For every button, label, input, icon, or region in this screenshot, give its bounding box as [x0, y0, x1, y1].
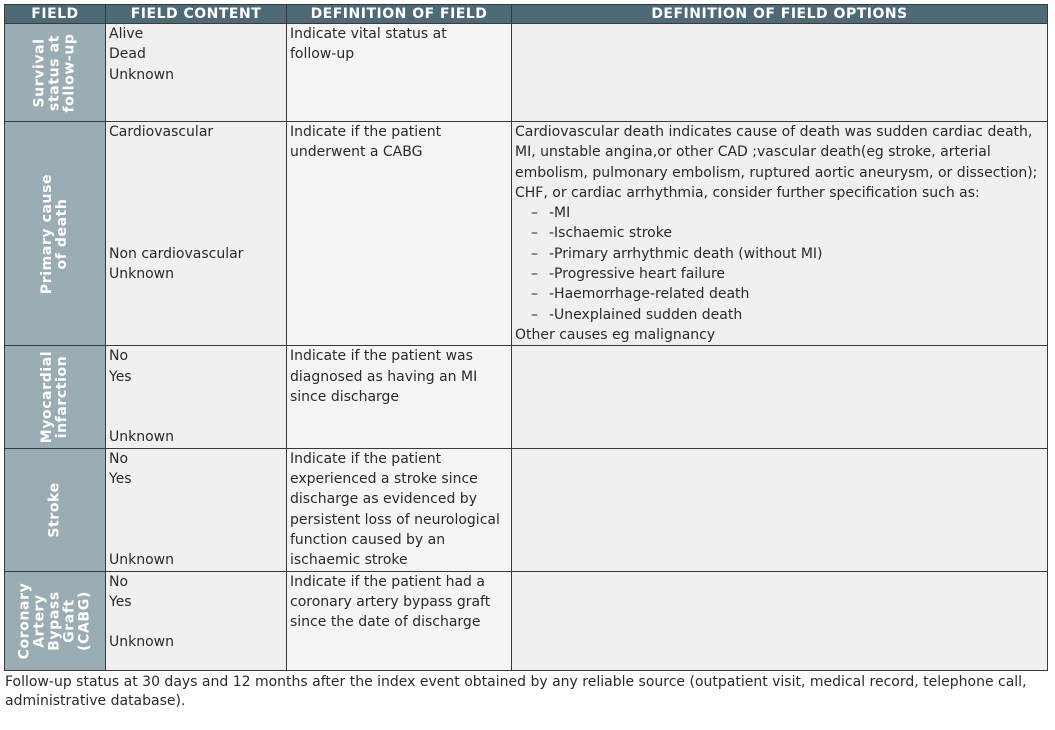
options-cell — [512, 448, 1048, 571]
field-label-line: Stroke — [46, 481, 63, 538]
table-row — [5, 24, 1048, 122]
field-label-line: Survival — [31, 37, 48, 108]
field-label-line: of death — [54, 198, 70, 270]
content-option: Unknown — [109, 266, 174, 283]
options-cell — [512, 346, 1048, 448]
field-label-line: Artery — [31, 593, 48, 648]
content-option: Unknown — [109, 66, 174, 83]
field-label-line: follow-up — [61, 32, 78, 113]
options-tail: Other causes eg malignancy — [515, 326, 716, 343]
content-option: No — [109, 348, 129, 365]
field-label-line: infarction — [54, 355, 70, 439]
field-label-cell — [5, 346, 106, 448]
dash-marker: – — [531, 286, 538, 303]
definition-line: Indicate vital status at — [290, 26, 447, 42]
definition-cell — [287, 571, 512, 670]
field-label-line: Graft — [61, 598, 78, 643]
definition-line: Indicate if the patient — [290, 450, 442, 467]
options-list-text: -Haemorrhage-related death — [549, 286, 750, 303]
definition-line: persistent loss of neurological — [290, 511, 500, 528]
definition-cell — [287, 24, 512, 122]
definition-line: experienced a stroke since — [290, 471, 478, 488]
definition-line: ischaemic stroke — [290, 552, 408, 569]
options-line: MI, unstable angina,or other CAD ;vascular death(eg stroke, arterial — [515, 144, 991, 161]
field-label-cell — [5, 571, 106, 670]
content-option: Non cardiovascular — [109, 245, 244, 262]
field-label-line: Bypass — [46, 590, 63, 651]
definition-line: underwent a CABG — [290, 144, 423, 161]
table-footnote: Follow-up status at 30 days and 12 months after the index event obtained by any reliable source (outpatient visit, medical record, telephone call, administrative database). — [5, 673, 1027, 709]
definition-line: diagnosed as having an MI — [290, 368, 478, 385]
field-content-cell — [106, 122, 287, 346]
content-option: Yes — [109, 471, 132, 488]
options-line: Cardiovascular death indicates cause of death was sudden cardiac death, — [515, 124, 1033, 140]
field-label-line: Coronary — [16, 582, 33, 659]
content-option: Unknown — [109, 552, 174, 569]
options-list-text: -Ischaemic stroke — [549, 225, 672, 242]
options-list-text: -Unexplained sudden death — [549, 306, 743, 323]
definition-line: Indicate if the patient had a — [290, 573, 485, 590]
content-option: No — [109, 573, 129, 590]
field-content-cell — [106, 571, 287, 670]
definition-line: coronary artery bypass graft — [290, 593, 491, 610]
content-option: Alive — [109, 26, 144, 42]
dash-marker: – — [531, 266, 538, 283]
field-label-line: Myocardial — [39, 350, 55, 444]
dash-marker: – — [531, 245, 538, 262]
table-row — [5, 346, 1048, 448]
definition-line: Indicate if the patient — [290, 124, 442, 140]
options-cell — [512, 122, 1048, 346]
table-row — [5, 571, 1048, 670]
options-list-item — [515, 305, 1047, 325]
options-list-item — [515, 244, 1047, 264]
content-option: Yes — [109, 593, 132, 610]
header-definition-of-field-options: DEFINITION OF FIELD OPTIONS — [512, 5, 1048, 24]
field-label-cell — [5, 122, 106, 346]
definition-line: follow-up — [290, 46, 355, 63]
field-content-cell — [106, 448, 287, 571]
field-label-cell — [5, 24, 106, 122]
options-list-item — [515, 284, 1047, 304]
definition-cell — [287, 346, 512, 448]
field-label-line: Primary cause — [39, 173, 55, 294]
header-field-content: FIELD CONTENT — [106, 5, 287, 24]
definition-line: Indicate if the patient was — [290, 348, 473, 365]
field-definitions-table — [4, 4, 1048, 671]
options-cell — [512, 571, 1048, 670]
dash-marker: – — [531, 205, 538, 222]
definition-cell — [287, 122, 512, 346]
options-line: embolism, pulmonary embolism, ruptured aortic aneurysm, or dissection); — [515, 164, 1038, 181]
field-content-cell — [106, 346, 287, 448]
content-option: No — [109, 450, 129, 467]
header-definition-of-field: DEFINITION OF FIELD — [287, 5, 512, 24]
definition-line: since discharge — [290, 388, 400, 405]
options-list-text: -Progressive heart failure — [549, 266, 726, 283]
definitions-table-wrapper — [4, 4, 1047, 711]
field-label-line: (CABG) — [76, 590, 93, 651]
options-line: CHF, or cardiac arrhythmia, consider further specification such as: — [515, 184, 980, 201]
dash-marker: – — [531, 306, 538, 323]
options-list-text: -Primary arrhythmic death (without MI) — [549, 245, 823, 262]
content-option: Cardiovascular — [109, 124, 214, 140]
options-cell — [512, 24, 1048, 122]
content-option: Yes — [109, 368, 132, 385]
options-list-item — [515, 264, 1047, 284]
header-row — [5, 5, 1048, 24]
content-option: Unknown — [109, 634, 174, 651]
options-list-item — [515, 223, 1047, 243]
definition-line: since the date of discharge — [290, 614, 481, 631]
table-row — [5, 448, 1048, 571]
table-row — [5, 122, 1048, 346]
definition-cell — [287, 448, 512, 571]
field-label-line: status at — [46, 34, 63, 111]
definition-line: function caused by an — [290, 531, 446, 548]
content-option: Unknown — [109, 429, 174, 446]
options-list-item — [515, 203, 1047, 223]
dash-marker: – — [531, 225, 538, 242]
options-list-text: -MI — [549, 205, 571, 222]
content-option: Dead — [109, 46, 146, 63]
field-content-cell — [106, 24, 287, 122]
definition-line: discharge as evidenced by — [290, 491, 477, 508]
field-label-cell — [5, 448, 106, 571]
header-field: FIELD — [5, 5, 106, 24]
